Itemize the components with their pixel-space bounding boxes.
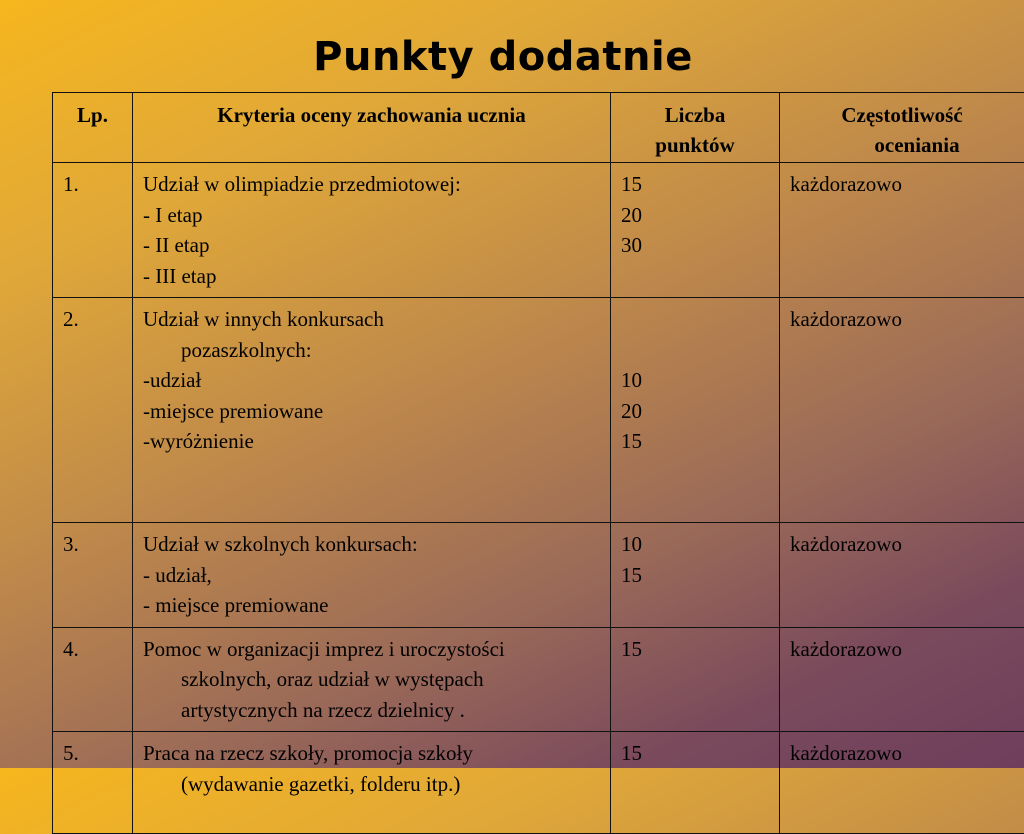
criteria-line: szkolnych, oraz udział w występach [143, 664, 600, 695]
row-frequency: każdorazowo [780, 298, 1024, 523]
row-criteria [133, 163, 611, 298]
row-points [611, 298, 780, 523]
row-lp: 2. [53, 298, 133, 523]
row-frequency: każdorazowo [780, 163, 1024, 298]
points-value: 20 [621, 396, 769, 427]
header-points-line1: Liczba [621, 100, 769, 130]
points-value: 30 [621, 230, 769, 261]
row-frequency: każdorazowo [780, 732, 1024, 834]
criteria-line: -miejsce premiowane [143, 396, 600, 427]
criteria-line: - I etap [143, 200, 600, 231]
criteria-line: - II etap [143, 230, 600, 261]
row-points [611, 163, 780, 298]
criteria-line: Udział w szkolnych konkursach: [143, 529, 600, 560]
criteria-line: pozaszkolnych: [143, 335, 600, 366]
row-lp: 4. [53, 627, 133, 732]
criteria-line: -wyróżnienie [143, 426, 600, 457]
points-value: 20 [621, 200, 769, 231]
criteria-line: - udział, [143, 560, 600, 591]
points-value: 10 [621, 529, 769, 560]
row-criteria [133, 298, 611, 523]
criteria-line: -udział [143, 365, 600, 396]
slide-title: Punkty dodatnie [0, 34, 1006, 80]
table-row [53, 627, 1024, 732]
header-frequency-line1: Częstotliwość [790, 100, 1014, 130]
header-frequency [780, 93, 1024, 163]
criteria-line: Praca na rzecz szkoły, promocja szkoły [143, 738, 600, 769]
row-frequency: każdorazowo [780, 627, 1024, 732]
criteria-line: (wydawanie gazetki, folderu itp.) [143, 769, 600, 800]
points-value: 15 [621, 738, 769, 769]
row-frequency: każdorazowo [780, 523, 1024, 628]
table-row [53, 298, 1024, 523]
criteria-line: artystycznych na rzecz dzielnicy . [143, 695, 600, 726]
header-lp: Lp. [53, 93, 133, 163]
table-row [53, 523, 1024, 628]
points-value: 10 [621, 365, 769, 396]
header-points [611, 93, 780, 163]
table-row [53, 163, 1024, 298]
points-value: 15 [621, 426, 769, 457]
row-points [611, 523, 780, 628]
row-criteria [133, 523, 611, 628]
row-lp: 1. [53, 163, 133, 298]
table-row [53, 732, 1024, 834]
table-header-row [53, 93, 1024, 163]
header-points-line2: punktów [621, 130, 769, 160]
criteria-line: - III etap [143, 261, 600, 292]
row-criteria [133, 627, 611, 732]
criteria-line: Udział w olimpiadzie przedmiotowej: [143, 169, 600, 200]
points-value: 15 [621, 634, 769, 665]
row-lp: 3. [53, 523, 133, 628]
criteria-line: Pomoc w organizacji imprez i uroczystości [143, 634, 600, 665]
points-value: 15 [621, 560, 769, 591]
row-lp: 5. [53, 732, 133, 834]
points-value: 15 [621, 169, 769, 200]
row-criteria [133, 732, 611, 834]
row-points [611, 732, 780, 834]
criteria-table [52, 92, 1024, 834]
header-frequency-line2: oceniania [790, 130, 1014, 160]
row-points [611, 627, 780, 732]
criteria-line: - miejsce premiowane [143, 590, 600, 621]
header-criteria: Kryteria oceny zachowania ucznia [133, 93, 611, 163]
criteria-line: Udział w innych konkursach [143, 304, 600, 335]
